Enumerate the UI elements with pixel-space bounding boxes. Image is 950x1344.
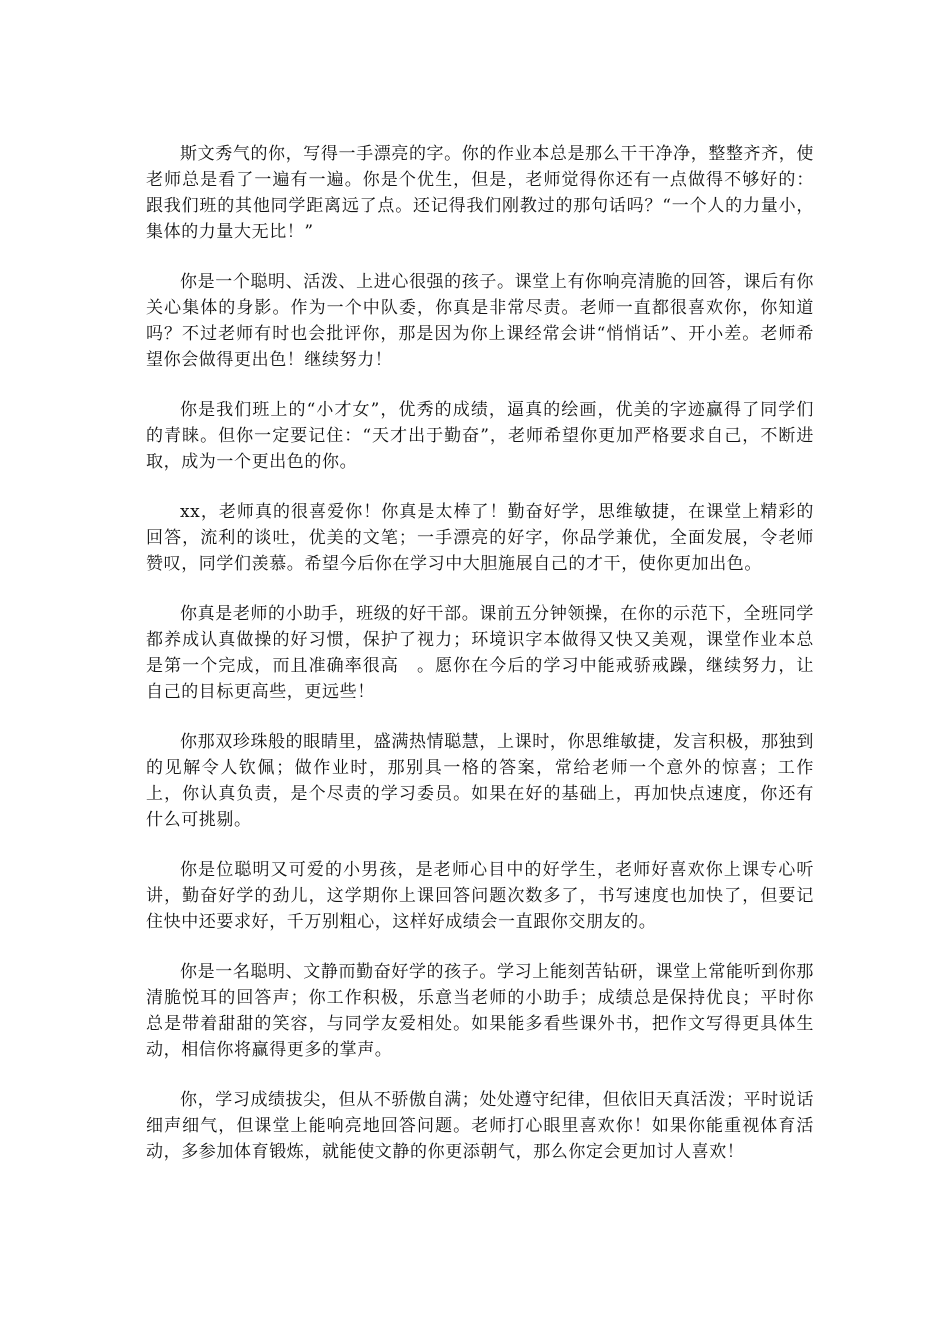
paragraph-8: 你是一名聪明、文静而勤奋好学的孩子。学习上能刻苦钻研，课堂上常能听到你那清脆悦耳的回答声；你工作积极，乐意当老师的小助手；成绩总是保持优良；平时你总是带着甜甜的笑容，与同学友爱相处。如果能多看些课外书，把作文写得更具体生动，相信你将赢得更多的掌声。 [146, 962, 814, 1060]
paragraph-3: 你是我们班上的“小才女”，优秀的成绩，逼真的绘画，优美的字迹赢得了同学们的青睐。但你一定要记住：“天才出于勤奋”，老师希望你更加严格要求自己，不断进取，成为一个更出色的你。 [146, 400, 814, 472]
paragraph-2: 你是一个聪明、活泼、上进心很强的孩子。课堂上有你响亮清脆的回答，课后有你关心集体的身影。作为一个中队委，你真是非常尽责。老师一直都很喜欢你，你知道吗？不过老师有时也会批评你，那是因为你上课经常会讲“悄悄话”、开小差。老师希望你会做得更出色！继续努力！ [146, 272, 814, 370]
paragraph-5: 你真是老师的小助手，班级的好干部。课前五分钟领操，在你的示范下，全班同学都养成认真做操的好习惯，保护了视力；环境识字本做得又快又美观，课堂作业本总是第一个完成，而且准确率很高 。愿你在今后的学习中能戒骄戒躁，继续努力，让自己的目标更高些，更远些！ [146, 604, 814, 702]
document-body [146, 141, 814, 1189]
paragraph-4: xx，老师真的很喜爱你！你真是太棒了！勤奋好学，思维敏捷，在课堂上精彩的回答，流利的谈吐，优美的文笔；一手漂亮的好字，你品学兼优，全面发展，令老师赞叹，同学们羡慕。希望今后你在学习中大胆施展自己的才干，使你更加出色。 [146, 502, 814, 574]
paragraph-1: 斯文秀气的你，写得一手漂亮的字。你的作业本总是那么干干净净，整整齐齐，使老师总是看了一遍有一遍。你是个优生，但是，老师觉得你还有一点做得不够好的：跟我们班的其他同学距离远了点。还记得我们刚教过的那句话吗？“一个人的力量小，集体的力量大无比！” [146, 144, 814, 242]
paragraph-9: 你，学习成绩拔尖，但从不骄傲自满；处处遵守纪律，但依旧天真活泼；平时说话细声细气，但课堂上能响亮地回答问题。老师打心眼里喜欢你！如果你能重视体育活动，多参加体育锻炼，就能使文静的你更添朝气，那么你定会更加讨人喜欢！ [146, 1090, 814, 1162]
paragraph-7: 你是位聪明又可爱的小男孩，是老师心目中的好学生，老师好喜欢你上课专心听讲，勤奋好学的劲儿，这学期你上课回答问题次数多了，书写速度也加快了，但要记住快中还要求好，千万别粗心，这样好成绩会一直跟你交朋友的。 [146, 860, 814, 932]
paragraph-6: 你那双珍珠般的眼睛里，盛满热情聪慧，上课时，你思维敏捷，发言积极，那独到的见解令人钦佩；做作业时，那别具一格的答案，常给老师一个意外的惊喜；工作上，你认真负责，是个尽责的学习委员。如果在好的基础上，再加快点速度，你还有什么可挑剔。 [146, 732, 814, 830]
